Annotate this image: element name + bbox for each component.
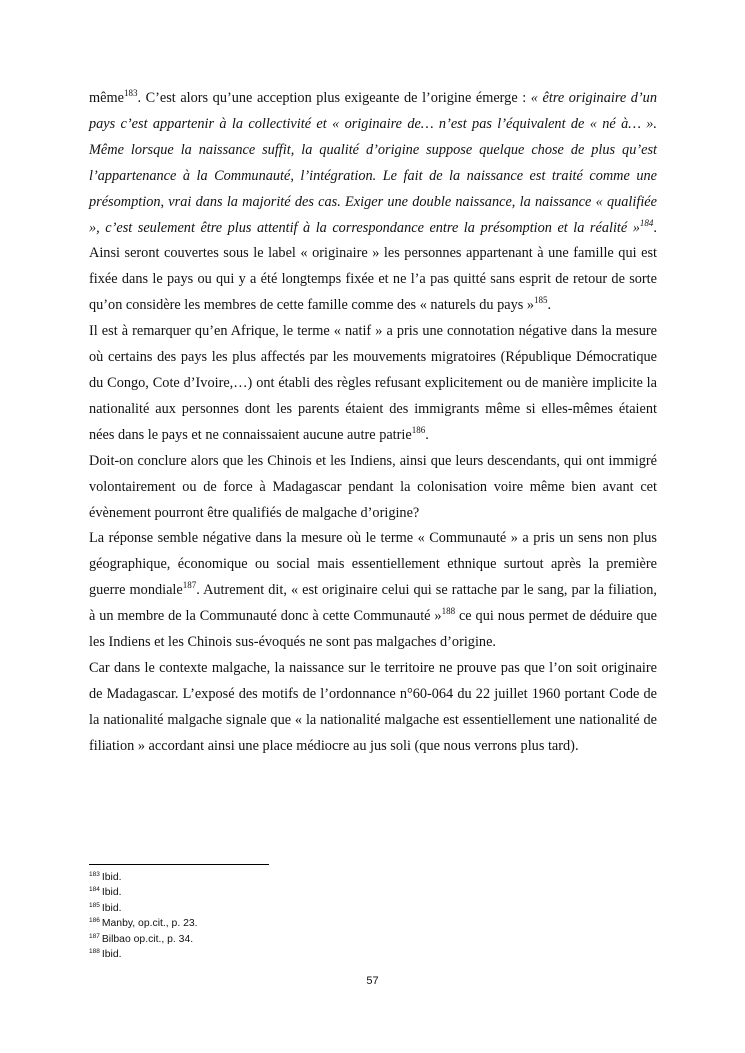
footnote-number: 185 xyxy=(89,901,100,909)
text-run: . Autrement dit, « est originaire celui qui se rattache par le sang, par la filiation, à un membre de la Communauté donc à cette Communauté » xyxy=(89,582,657,625)
text-run: . Ainsi seront couvertes sous le label « originaire » les personnes appartenant à une famille qui est fixée dans le pays ou qui y a été longtemps fixée et ne l’a pas quitté sans esprit de retour de sorte qu’on considère les membres de cette famille comme des « naturels du pays » xyxy=(89,219,657,314)
footnote-number: 184 xyxy=(89,886,100,894)
text-run: même xyxy=(89,90,124,106)
paragraph xyxy=(89,449,657,527)
footnote-number: 183 xyxy=(89,871,100,878)
footnote-number: 187 xyxy=(89,932,100,940)
footnote-reference: 188 xyxy=(441,606,456,617)
footnote xyxy=(89,901,389,916)
paragraph xyxy=(89,656,657,760)
footnote-reference: 184 xyxy=(639,217,654,228)
text-run: ce qui nous permet de déduire que les Indiens et les Chinois sus-évoqués ne sont pas malgaches d’origine. xyxy=(89,608,657,651)
text-run: Doit-on conclure alors que les Chinois et les Indiens, ainsi que leurs descendants, qui ont immigré volontairement ou de force à Madagascar pendant la colonisation voire même bien avant cet évènement pourront être qualifiés de malgache d’origine? xyxy=(89,452,657,521)
footnote-text: Ibid. xyxy=(101,902,122,914)
footnote-reference: 183 xyxy=(123,88,138,98)
footnote xyxy=(89,916,389,931)
footnote-separator xyxy=(89,864,269,865)
paragraph xyxy=(89,526,657,656)
footnote-reference: 185 xyxy=(534,295,548,306)
body-text xyxy=(89,86,657,760)
footnote xyxy=(89,932,389,947)
footnote-number: 188 xyxy=(89,948,100,956)
text-run: . xyxy=(425,426,429,443)
text-run: . xyxy=(547,297,552,314)
footnote-text: Manby, op.cit., p. 23. xyxy=(101,918,198,930)
text-run: . C’est alors qu’une acception plus exigeante de l’origine émerge : xyxy=(137,90,531,106)
quoted-passage: « être originaire d’un pays c’est appartenir à la collectivité et « originaire de… n’est pas l’équivalent de « né à… ». Même lorsque la naissance suffit, la qualité d’origine suppose quelque chose de plus qu’est l’appartenance à la Communauté, l’intégration. Le fait de la naissance est traité comme une présomption, vrai dans la majorité des cas. Exiger une double naissance, la naissance « qualifiée », c’est seulement être plus attentif à la correspondance entre la présomption et la réalité » xyxy=(89,90,657,236)
footnote-number: 186 xyxy=(89,917,100,925)
text-run: La réponse semble négative dans la mesure où le terme « Communauté » a pris un sens non plus géographique, économique ou social mais essentiellement ethnique surtout après la première guerre mondiale xyxy=(89,530,657,599)
footnote xyxy=(89,885,389,900)
footnote xyxy=(89,870,389,885)
page-number: 57 xyxy=(366,975,379,987)
paragraph xyxy=(89,319,657,449)
footnote xyxy=(89,947,389,962)
footnote-text: Ibid. xyxy=(101,949,122,961)
text-run: Il est à remarquer qu’en Afrique, le terme « natif » a pris une connotation négative dans la mesure où certains des pays les plus affectés par les mouvements migratoires (République Démocratique du Congo, Cote d’Ivoire,…) ont établi des règles refusant explicitement ou de manière implicite la nationalité aux personnes dont les parents étaient des immigrants même si elles-mêmes étaient nées dans le pays et ne connaissaient aucune autre patrie xyxy=(89,323,657,443)
footnote-text: Ibid. xyxy=(101,887,122,899)
paragraph xyxy=(89,86,657,319)
footnotes xyxy=(89,870,389,962)
footnote-text: Ibid. xyxy=(101,872,122,883)
footnote-reference: 186 xyxy=(411,424,426,435)
text-run: Car dans le contexte malgache, la naissance sur le territoire ne prouve pas que l’on soit originaire de Madagascar. L’exposé des motifs de l’ordonnance n°60-064 du 22 juillet 1960 portant Code de la nationalité malgache signale que « la nationalité malgache est essentiellement une nationalité de filiation » accordant ainsi une place médiocre au jus soli (que nous verrons plus tard). xyxy=(89,659,657,754)
footnote-reference: 187 xyxy=(182,580,197,591)
footnote-text: Bilbao op.cit., p. 34. xyxy=(101,933,194,945)
